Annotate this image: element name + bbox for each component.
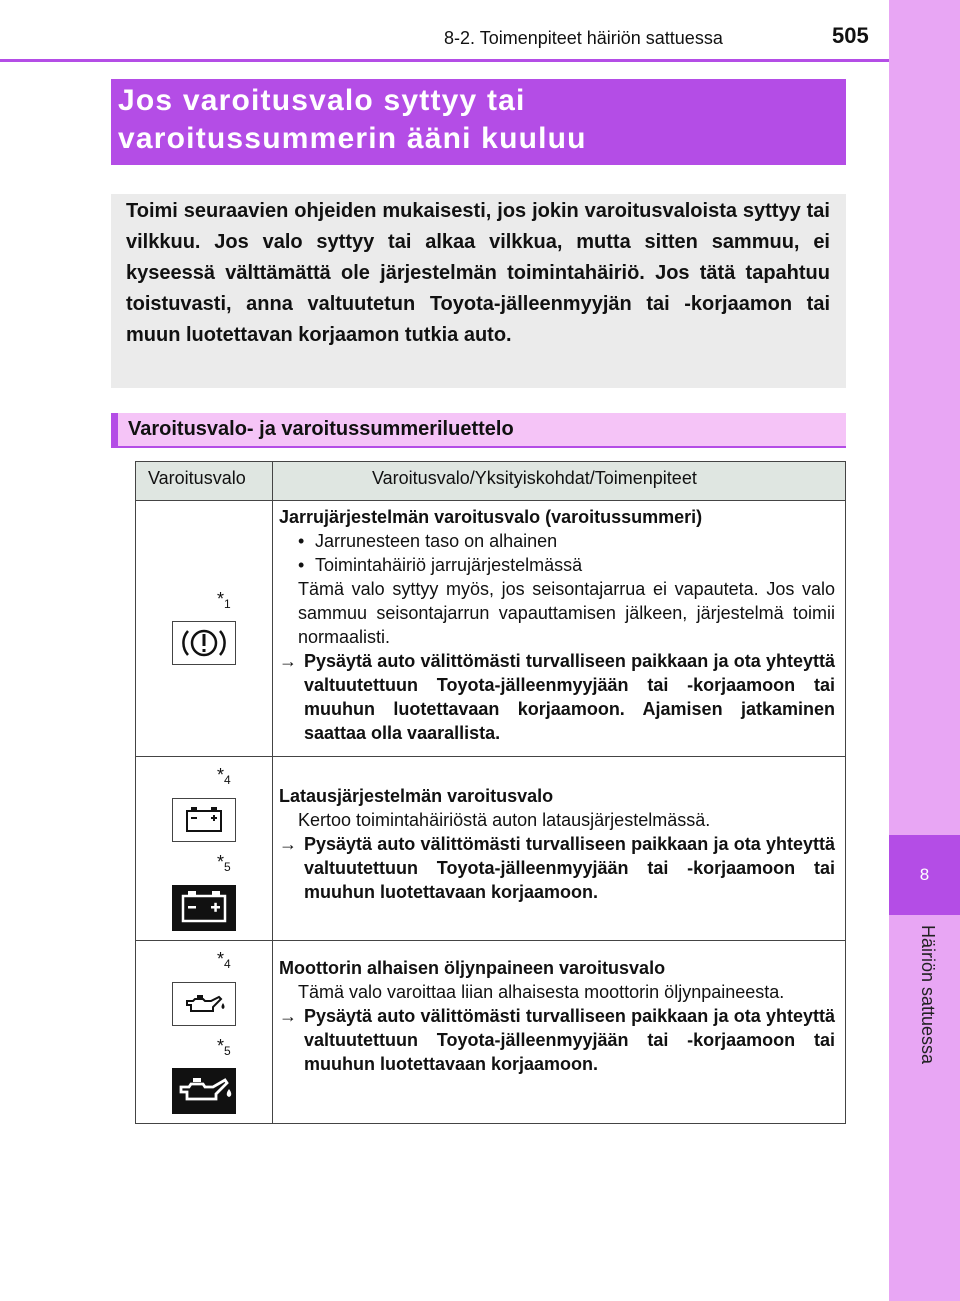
brake-warning-icon	[172, 621, 236, 665]
row-action: → Pysäytä auto välittömästi turvalliseen paikkaan ja ota yhteyttä valtuutettuun Toyota-jälleenmyyjään tai -korjaamoon tai muuhun luotettavaan korjaamoon.	[279, 1006, 835, 1074]
arrow-icon: →	[279, 834, 297, 854]
row-title: Latausjärjestelmän varoitusvalo	[279, 786, 554, 806]
chapter-label-text: Häiriön sattuessa	[918, 925, 938, 1065]
table-header	[136, 462, 845, 501]
chapter-side-tab	[889, 0, 960, 1301]
intro-text: Toimi seuraavien ohjeiden mukaisesti, jos jokin varoitusvaloista syttyy tai vilkkuu. Jos valo syttyy tai alkaa vilkkua, mutta sitten sammuu, ei kyseessä välttämättä ole järjestelmän toimintahäiriö. Jos tätä tapahtuu toistuvasti, anna valtuutetun Toyota-jälleenmyyjän tai -korjaamon tai muun luotettavan korjaamon tutkia auto.	[126, 200, 830, 346]
arrow-icon: →	[279, 651, 297, 671]
row-action: → Pysäytä auto välittömästi turvalliseen paikkaan ja ota yhteyttä valtuutettuun Toyota-jälleenmyyjään tai -korjaamoon tai muuhun luotettavaan korjaamoon.	[279, 834, 835, 902]
warning-light-table	[135, 461, 846, 1124]
chapter-number: 8	[919, 865, 930, 884]
section-header: 8-2. Toimenpiteet häiriön sattuessa	[444, 28, 723, 48]
table-column-divider	[272, 462, 273, 1123]
row-action: → Pysäytä auto välittömästi turvalliseen paikkaan ja ota yhteyttä valtuutettuun Toyota-jälleenmyyjään tai -korjaamoon tai muuhun luotettavaan korjaamoon. Ajamisen jatkaminen saattaa olla vaarallista.	[279, 651, 835, 743]
row-description: Tämä valo syttyy myös, jos seisontajarrua ei vapauteta. Jos valo sammuu seisontajarrun vapauttamisen jälkeen, järjestelmä toimii normaalisti.	[298, 579, 835, 647]
table-header-col-2: Varoitusvalo/Yksityiskohdat/Toimenpiteet	[372, 468, 697, 488]
subheading-text: Varoitusvalo- ja varoitussummeriluettelo	[128, 418, 514, 440]
page-title-line-1: Jos varoitusvalo syttyy tai	[118, 84, 526, 117]
arrow-icon: →	[279, 1006, 297, 1026]
list-item: • Jarrunesteen taso on alhainen	[279, 529, 835, 553]
table-row-divider	[136, 940, 845, 941]
list-item: • Toimintahäiriö jarrujärjestelmässä	[279, 553, 835, 577]
battery-icon	[172, 798, 236, 842]
footnote-mark: $*_5$	[217, 852, 231, 874]
chapter-number-box	[889, 835, 960, 915]
page-title	[111, 79, 846, 165]
chapter-label	[910, 925, 940, 1095]
battery-icon-dark	[172, 885, 236, 931]
table-row-oil-pressure	[279, 956, 835, 1076]
oil-can-icon-dark	[172, 1068, 236, 1114]
footnote-mark: $*_5$	[217, 1036, 231, 1058]
subheading-bar	[111, 413, 118, 448]
table-header-col-1: Varoitusvalo	[148, 468, 246, 488]
footnote-mark: $*_4$	[217, 765, 231, 787]
oil-can-icon	[172, 982, 236, 1026]
footnote-mark: $*_1$	[217, 589, 231, 611]
subheading	[111, 413, 846, 448]
row-description: Tämä valo varoittaa liian alhaisesta moottorin öljynpaineesta.	[298, 982, 785, 1002]
footnote-mark: $*_4$	[217, 949, 231, 971]
intro-box	[111, 194, 846, 388]
row-title: Jarrujärjestelmän varoitusvalo (varoitussummeri)	[279, 507, 703, 527]
page-number: 505	[832, 23, 869, 48]
table-row-charging	[279, 784, 835, 904]
table-row-divider	[136, 756, 845, 757]
row-title: Moottorin alhaisen öljynpaineen varoitusvalo	[279, 958, 666, 978]
header-rule	[0, 59, 889, 62]
page-title-line-2: varoitussummerin ääni kuuluu	[118, 122, 587, 155]
table-row-brake	[279, 505, 835, 745]
row-description: Kertoo toimintahäiriöstä auton latausjärjestelmässä.	[298, 810, 711, 830]
